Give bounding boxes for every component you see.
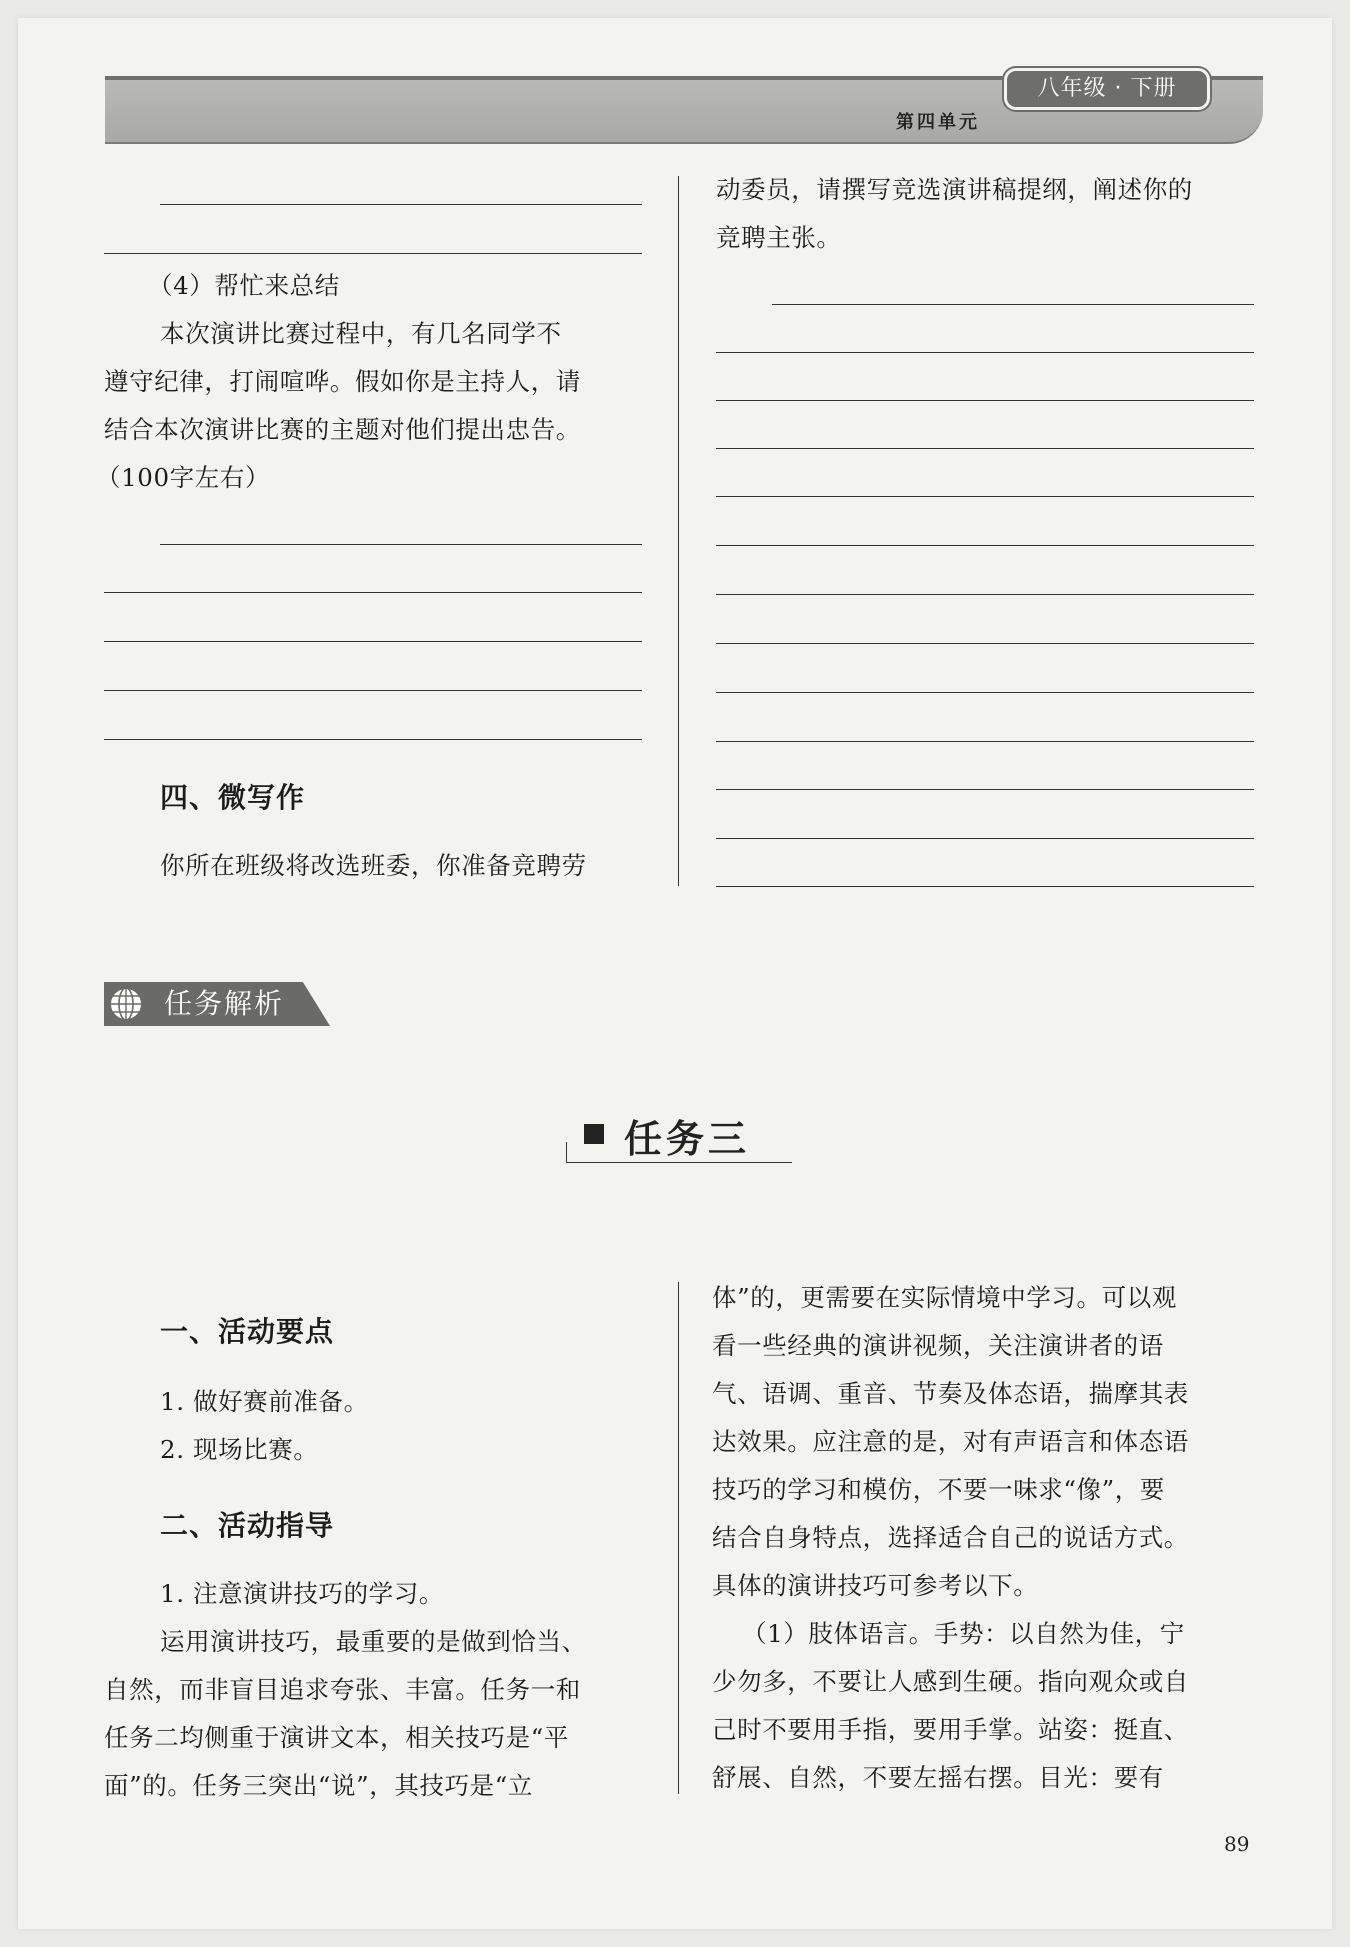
page-number: 89 bbox=[1224, 1832, 1250, 1856]
point-2: 2. 现场比赛。 bbox=[160, 1435, 319, 1464]
answer-line bbox=[160, 544, 642, 545]
section4-heading: 四、微写作 bbox=[160, 781, 306, 814]
answer-line bbox=[104, 690, 642, 691]
right-para-9: 少勿多，不要让人感到生硬。指向观众或自 bbox=[712, 1667, 1189, 1696]
answer-line bbox=[716, 594, 1254, 595]
activity-points-heading: 一、活动要点 bbox=[160, 1315, 335, 1348]
title-bracket bbox=[566, 1142, 567, 1162]
answer-line bbox=[716, 643, 1254, 644]
right-para-2: 看一些经典的演讲视频，关注演讲者的语 bbox=[712, 1331, 1164, 1360]
answer-line bbox=[104, 739, 642, 740]
grade-tab: 八年级 · 下册 bbox=[1004, 68, 1210, 110]
guide-para-1: 运用演讲技巧，最重要的是做到恰当、 bbox=[160, 1627, 587, 1656]
section4-line: 你所在班级将改选班委，你准备竞聘劳 bbox=[160, 851, 587, 880]
right-para-7: 具体的演讲技巧可参考以下。 bbox=[712, 1571, 1039, 1600]
answer-line bbox=[160, 204, 642, 205]
answer-line bbox=[716, 789, 1254, 790]
guide-para-3: 任务二均侧重于演讲文本，相关技巧是“平 bbox=[104, 1723, 569, 1752]
guide-item-1: 1. 注意演讲技巧的学习。 bbox=[160, 1579, 444, 1608]
item4-line-3: 结合本次演讲比赛的主题对他们提出忠告。 bbox=[104, 415, 581, 444]
answer-line bbox=[716, 741, 1254, 742]
answer-line bbox=[716, 448, 1254, 449]
activity-guide-heading: 二、活动指导 bbox=[160, 1509, 335, 1542]
answer-line bbox=[716, 886, 1254, 887]
answer-line bbox=[104, 592, 642, 593]
point-1: 1. 做好赛前准备。 bbox=[160, 1387, 369, 1416]
right-para-3: 气、语调、重音、节奏及体态语，揣摩其表 bbox=[712, 1379, 1189, 1408]
answer-line bbox=[716, 692, 1254, 693]
item4-line-2: 遵守纪律，打闹喧哗。假如你是主持人，请 bbox=[104, 367, 581, 396]
right-para-1: 体”的，更需要在实际情境中学习。可以观 bbox=[712, 1283, 1177, 1312]
right-para-10: 己时不要用手指，要用手掌。站姿：挺直、 bbox=[712, 1715, 1189, 1744]
answer-line bbox=[716, 545, 1254, 546]
globe-icon bbox=[108, 986, 144, 1022]
right-para-5: 技巧的学习和模仿，不要一味求“像”，要 bbox=[712, 1475, 1165, 1504]
right-para-11: 舒展、自然，不要左摇右摆。目光：要有 bbox=[712, 1763, 1164, 1792]
unit-label: 第四单元 bbox=[896, 112, 980, 133]
column-divider bbox=[678, 1282, 679, 1794]
answer-line bbox=[104, 641, 642, 642]
task-title: 任务三 bbox=[624, 1117, 751, 1161]
guide-para-4: 面”的。任务三突出“说”，其技巧是“立 bbox=[104, 1771, 533, 1800]
right-line-2: 竞聘主张。 bbox=[716, 223, 842, 252]
item4-line-4: （100字左右） bbox=[96, 463, 271, 492]
right-para-8: （1）肢体语言。手势：以自然为佳，宁 bbox=[742, 1619, 1185, 1648]
guide-para-2: 自然，而非盲目追求夸张、丰富。任务一和 bbox=[104, 1675, 581, 1704]
right-para-6: 结合自身特点，选择适合自己的说话方式。 bbox=[712, 1523, 1189, 1552]
title-underline bbox=[566, 1162, 792, 1163]
item4-label: （4）帮忙来总结 bbox=[148, 271, 340, 300]
square-bullet-icon bbox=[584, 1124, 604, 1144]
item4-line-1: 本次演讲比赛过程中，有几名同学不 bbox=[160, 319, 562, 348]
answer-line bbox=[104, 253, 642, 254]
right-para-4: 达效果。应注意的是，对有声语言和体态语 bbox=[712, 1427, 1189, 1456]
answer-line bbox=[716, 352, 1254, 353]
answer-line bbox=[716, 496, 1254, 497]
column-divider bbox=[678, 176, 679, 886]
answer-line bbox=[772, 304, 1254, 305]
right-line-1: 动委员，请撰写竞选演讲稿提纲，阐述你的 bbox=[716, 175, 1193, 204]
section-tag-label: 任务解析 bbox=[164, 987, 285, 1020]
answer-line bbox=[716, 400, 1254, 401]
answer-line bbox=[716, 838, 1254, 839]
